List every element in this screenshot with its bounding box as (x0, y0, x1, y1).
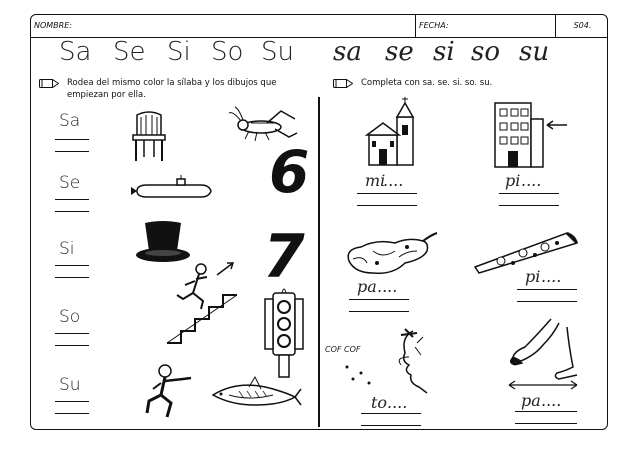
cough-text: COF COF (325, 345, 361, 354)
answer-line (499, 193, 559, 194)
pepper-icon (343, 233, 439, 279)
row-syllable: Su (59, 375, 81, 395)
stairs-climber-icon (163, 255, 253, 345)
answer-line (361, 425, 421, 426)
answer-line (55, 151, 89, 152)
word-stem: pa (357, 277, 377, 296)
soldier-icon (143, 361, 191, 419)
answer-blank[interactable]: .... (377, 277, 398, 296)
answer-blank[interactable]: .... (387, 393, 408, 412)
traffic-light-icon (261, 287, 307, 379)
answer-blank[interactable]: .... (541, 391, 562, 410)
foot-step-icon (507, 317, 579, 389)
answer-line (55, 199, 89, 200)
row-syllable: So (59, 307, 81, 327)
row-syllable: Sa (59, 111, 81, 131)
syllable-lower: sa (333, 37, 362, 67)
left-instruction: Rodea del mismo color la sílaba y los dibujos que empiezan por ella. (67, 78, 277, 100)
answer-line (55, 277, 89, 278)
answer-line (55, 211, 89, 212)
syllable-upper: Se (113, 37, 146, 67)
syllable-lower: si (433, 37, 455, 67)
date-field[interactable]: FECHA: (416, 15, 556, 37)
answer-line (499, 205, 559, 206)
answer-line (55, 345, 89, 346)
header-bar (31, 15, 607, 38)
chair-icon (131, 111, 167, 163)
answer-blank[interactable]: .... (383, 171, 404, 190)
answer-line (349, 299, 409, 300)
number-six: 6 (269, 138, 310, 206)
row-syllable: Si (59, 239, 75, 259)
pencil-icon (39, 79, 59, 88)
row-syllable: Se (59, 173, 81, 193)
answer-line (55, 265, 89, 266)
right-instruction: Completa con sa. se. si. so. su. (361, 78, 493, 88)
answer-line (55, 413, 89, 414)
answer-line (55, 401, 89, 402)
word-stem: to (371, 393, 388, 412)
syllable-upper: Sa (59, 37, 92, 67)
answer-line (361, 413, 421, 414)
syllable-lower: su (519, 37, 550, 67)
coughing-face-icon (331, 327, 441, 403)
sheet-code: S04. (573, 21, 592, 30)
word-stem: pi (505, 171, 521, 190)
answer-line (55, 139, 89, 140)
word-stem: pa (521, 391, 541, 410)
answer-line (357, 205, 417, 206)
answer-line (55, 333, 89, 334)
submarine-icon (131, 179, 215, 201)
church-icon (365, 97, 421, 167)
answer-line (357, 193, 417, 194)
word-stem: pi (525, 267, 541, 286)
answer-line (515, 411, 577, 412)
answer-line (517, 301, 577, 302)
syllable-upper: Si (167, 37, 191, 67)
answer-blank[interactable]: .... (521, 171, 542, 190)
syllable-upper: Su (261, 37, 294, 67)
number-seven: 7 (263, 222, 305, 292)
syllable-upper: So (211, 37, 244, 67)
word-stem: mi (365, 171, 386, 190)
answer-line (349, 311, 409, 312)
answer-line (517, 289, 577, 290)
answer-line (515, 423, 577, 424)
syllable-lower: se (385, 37, 414, 67)
worksheet (30, 14, 608, 430)
column-divider (318, 97, 320, 427)
answer-blank[interactable]: .... (541, 267, 562, 286)
name-field[interactable]: NOMBRE: (31, 15, 416, 37)
building-icon (493, 101, 569, 169)
fish-icon (209, 377, 301, 411)
pencil-icon (333, 79, 353, 88)
syllable-lower: so (471, 37, 500, 67)
